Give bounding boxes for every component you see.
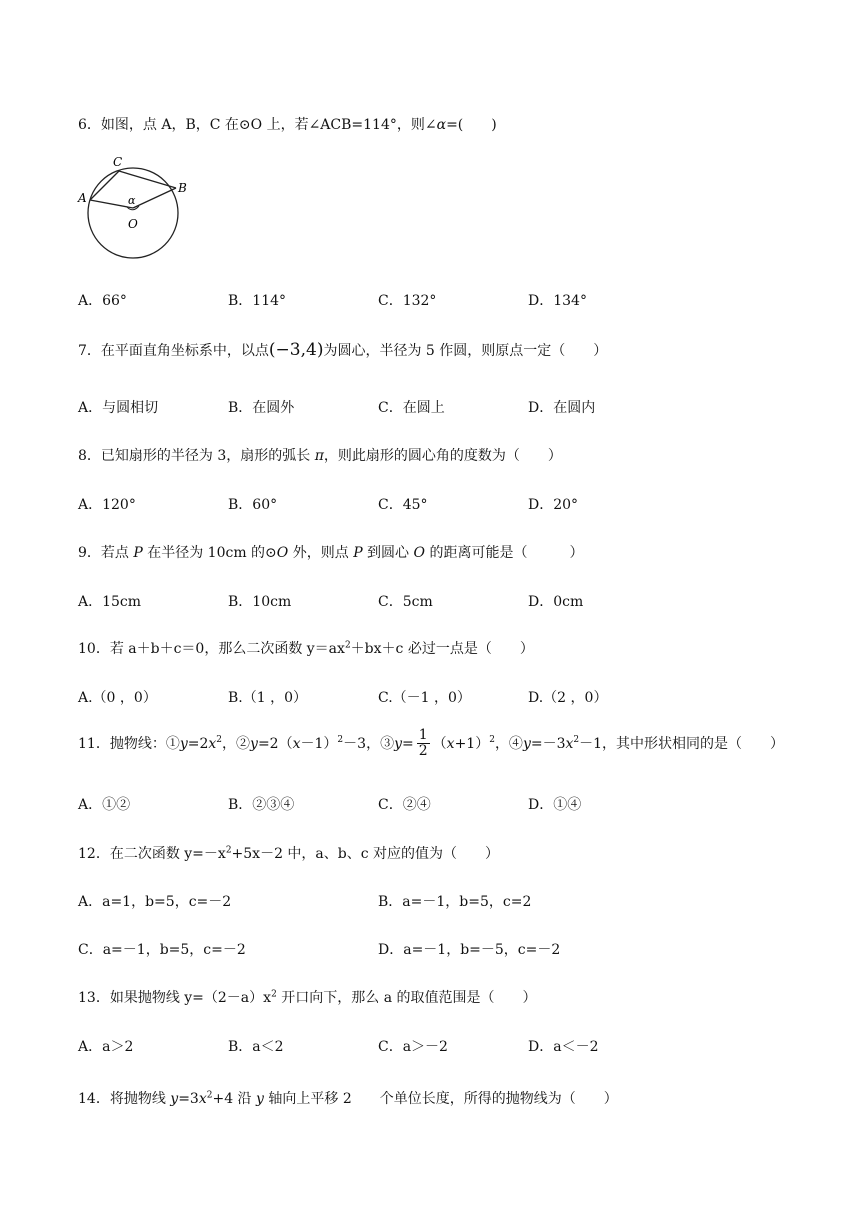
- q11-var: x: [446, 735, 455, 752]
- fraction-one-half: [417, 728, 430, 760]
- q11-var: x: [208, 735, 217, 752]
- circle-figure: [74, 150, 194, 265]
- q12-option-b[interactable]: B．a=－1，b=5，c=2: [378, 894, 532, 910]
- label-a: A: [78, 191, 87, 205]
- q11-text: +1）: [454, 735, 490, 752]
- q11-text: =2: [187, 735, 209, 752]
- chord-cb: [119, 171, 176, 188]
- q7-option-a[interactable]: A．与圆相切: [78, 400, 159, 416]
- question-14: [78, 1088, 618, 1108]
- q13-option-d[interactable]: D．a＜－2: [528, 1039, 599, 1055]
- question-11: [78, 728, 784, 760]
- q6-stem: 6．如图，点 A，B，C 在⊙O 上，若∠ACB=114°，则∠: [78, 117, 437, 133]
- q11-option-c[interactable]: C．②④: [378, 797, 431, 813]
- q10-stem-b: ＋bx＋c 必过一点是（ ）: [350, 641, 534, 657]
- q11-var: y: [522, 735, 531, 752]
- q6-option-b[interactable]: B．114°: [228, 293, 287, 309]
- label-alpha: α: [128, 194, 136, 207]
- q12-option-d[interactable]: D．a=－1，b=－5，c=－2: [378, 942, 561, 958]
- q7-stem-a: 7．在平面直角坐标系中，以点: [78, 343, 269, 359]
- q13-sup: 2: [271, 989, 277, 1000]
- q11-text: －3，③: [343, 735, 395, 752]
- q6-option-c[interactable]: C．132°: [378, 293, 437, 309]
- q8-stem-b: ，则此扇形的圆心角的度数为（ ）: [323, 448, 562, 464]
- q11-sup: 2: [573, 735, 580, 746]
- q9-option-c[interactable]: C．5cm: [378, 594, 433, 610]
- q14-var: y: [256, 1091, 264, 1107]
- q11-text: （: [432, 735, 447, 752]
- q11-var: x: [565, 735, 574, 752]
- q13-option-a[interactable]: A．a＞2: [78, 1039, 134, 1055]
- q11-sup: 2: [489, 735, 495, 746]
- question-8: [78, 445, 562, 465]
- q11-var: x: [292, 735, 301, 752]
- q10-option-b[interactable]: B.（1 ，0）: [228, 690, 308, 706]
- q7-option-c[interactable]: C．在圆上: [378, 400, 445, 416]
- label-b: B: [178, 181, 187, 195]
- q11-text: =2（: [257, 735, 293, 752]
- q10-option-d[interactable]: D.（2 ，0）: [528, 690, 608, 706]
- q8-option-b[interactable]: B．60°: [228, 497, 278, 513]
- q6-option-a[interactable]: A．66°: [78, 293, 127, 309]
- question-13: [78, 987, 537, 1007]
- q11-text: 11．抛物线：①: [78, 735, 180, 752]
- q11-text: ，④: [494, 735, 523, 752]
- q10-sup: 2: [344, 640, 351, 651]
- question-6: [78, 114, 497, 134]
- q9-stem-b: 在半径为 10cm 的⊙: [142, 545, 277, 561]
- q9-stem-e: 的距离可能是（ ）: [425, 545, 584, 561]
- q8-pi: π: [314, 448, 324, 464]
- radius-oa: [90, 200, 133, 208]
- radius-ob: [133, 188, 176, 208]
- q9-var-o2: O: [413, 545, 425, 561]
- question-10: [78, 638, 534, 658]
- q13-option-b[interactable]: B．a＜2: [228, 1039, 284, 1055]
- q11-text: －1，其中形状相同的是（ ）: [579, 735, 785, 752]
- q11-var: y: [179, 735, 188, 752]
- q13-option-c[interactable]: C．a＞－2: [378, 1039, 448, 1055]
- q8-stem-a: 8．已知扇形的半径为 3，扇形的弧长: [78, 448, 315, 464]
- q12-stem-b: +5x－2 中，a、b、c 对应的值为（ ）: [231, 846, 500, 862]
- q11-option-d[interactable]: D．①④: [528, 797, 582, 813]
- q11-var: y: [394, 735, 402, 752]
- q9-var-p: P: [133, 545, 143, 561]
- q7-option-b[interactable]: B．在圆外: [228, 400, 295, 416]
- label-o: O: [128, 217, 138, 231]
- q11-text: =: [402, 735, 414, 752]
- q11-sup: 2: [216, 735, 223, 746]
- q7-stem-b: 为圆心，半径为 5 作圆，则原点一定（ ）: [323, 343, 608, 359]
- q14-text: 14．将抛物线: [78, 1091, 171, 1107]
- q9-var-o: O: [276, 545, 289, 561]
- q10-option-a[interactable]: A.（0 ，0）: [78, 690, 157, 706]
- q12-option-a[interactable]: A．a=1，b=5，c=－2: [78, 894, 232, 910]
- q9-option-d[interactable]: D．0cm: [528, 594, 584, 610]
- q9-option-b[interactable]: B．10cm: [228, 594, 292, 610]
- q8-option-d[interactable]: D．20°: [528, 497, 579, 513]
- chord-ac: [90, 171, 119, 200]
- q13-stem-a: 13．如果抛物线 y=（2－a）x: [78, 990, 272, 1006]
- q14-sup: 2: [206, 1090, 213, 1101]
- q11-text: =－3: [530, 735, 566, 752]
- q10-stem-a: 10．若 a＋b＋c＝0，那么二次函数 y＝ax: [78, 641, 345, 657]
- q14-var: x: [198, 1091, 207, 1107]
- q7-option-d[interactable]: D．在圆内: [528, 400, 596, 416]
- q11-option-a[interactable]: A．①②: [78, 797, 131, 813]
- q8-option-a[interactable]: A．120°: [78, 497, 136, 513]
- q13-stem-b: 开口向下，那么 a 的取值范围是（ ）: [276, 990, 537, 1006]
- q11-var: y: [250, 735, 258, 752]
- label-c: C: [113, 155, 123, 169]
- q12-option-c[interactable]: C．a=－1，b=5，c=－2: [78, 942, 246, 958]
- q6-option-d[interactable]: D．134°: [528, 293, 587, 309]
- q11-option-b[interactable]: B．②③④: [228, 797, 295, 813]
- q11-text: －1）: [300, 735, 338, 752]
- q7-point: (−3,4): [268, 340, 324, 360]
- q11-sup: 2: [337, 735, 344, 746]
- fraction-denominator: 2: [418, 743, 428, 760]
- q12-sup: 2: [225, 845, 232, 856]
- q8-option-c[interactable]: C．45°: [378, 497, 428, 513]
- q11-text: ，②: [222, 735, 251, 752]
- q9-var-p2: P: [353, 545, 363, 561]
- q14-text: =3: [178, 1091, 199, 1107]
- q9-stem-a: 9．若点: [78, 545, 134, 561]
- question-7: [78, 340, 607, 360]
- question-9: [78, 542, 583, 562]
- q10-option-c[interactable]: C.（－1 ，0）: [378, 690, 471, 706]
- q14-text: +4 沿: [212, 1091, 257, 1107]
- question-12: [78, 843, 499, 863]
- q14-var: y: [170, 1091, 179, 1107]
- q9-stem-c: 外，则点: [288, 545, 354, 561]
- fraction-numerator: 1: [418, 727, 428, 743]
- q9-option-a[interactable]: A．15cm: [78, 594, 142, 610]
- q6-alpha: α: [436, 117, 447, 133]
- q9-stem-d: 到圆心: [362, 545, 414, 561]
- q14-text: 轴向上平移 2 个单位长度，所得的抛物线为（ ）: [263, 1091, 618, 1107]
- q12-stem-a: 12．在二次函数 y=－x: [78, 846, 226, 862]
- q6-tail: =( ): [446, 117, 497, 133]
- circle-o: [88, 168, 178, 258]
